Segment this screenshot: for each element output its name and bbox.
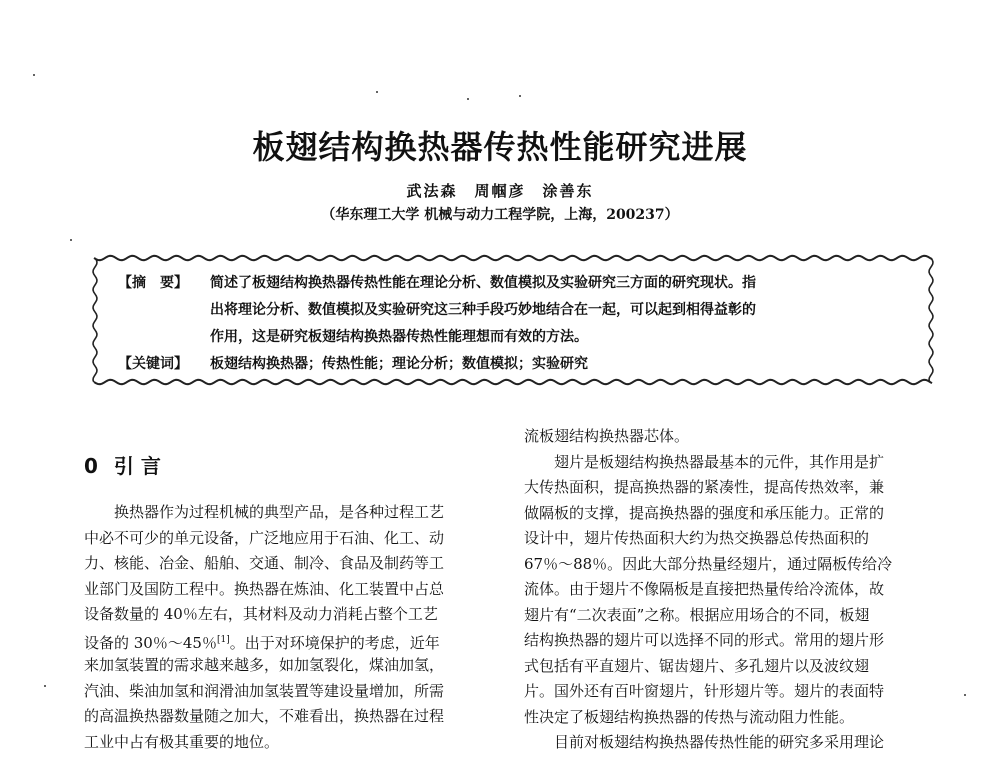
text-line: 翅片有“二次表面”之称。根据应用场合的不同，板翅 (524, 605, 870, 624)
author-list: 武法森 周帼彦 涂善东 (406, 182, 594, 200)
text-line: 流体。由于翅片不像隔板是直接把热量传给冷流体，故 (524, 580, 885, 598)
text-line: 大传热面积，提高换热器的紧凑性，提高传热效率，兼 (524, 478, 885, 496)
right-column (524, 424, 944, 756)
section-title: 引 言 (113, 454, 161, 478)
text-line: 片。国外还有百叶窗翅片，针形翅片等。翅片的表面特 (524, 682, 885, 700)
abstract-line: 简述了板翅结构换热器传热性能在理论分析、数值模拟及实验研究三方面的研究现状。指 (210, 275, 756, 291)
text-line: 设计中，翅片传热面积大约为热交换器总传热面积的 (524, 529, 870, 547)
abstract-label: 【摘 要】 (118, 275, 188, 291)
paper-title: 板翅结构换热器传热性能研究进展 (252, 128, 748, 166)
section-number: 0 (84, 454, 98, 478)
text-line: 结构换热器的翅片可以选择不同的形式。常用的翅片形 (524, 631, 885, 649)
text-line-part: 。出于对环境保护的考虑，近年 (229, 633, 440, 652)
abstract-line: 作用，这是研究板翅结构换热器传热性能理想而有效的方法。 (210, 329, 588, 345)
text-line: 中必不可少的单元设备，广泛地应用于石油、化工、动 (84, 528, 445, 547)
text-line: 流板翅结构换热器芯体。 (524, 427, 690, 445)
text-line: 式包括有平直翅片、锯齿翅片、多孔翅片以及波纹翅 (524, 656, 870, 675)
keywords-text: 板翅结构换热器；传热性能；理论分析；数值模拟；实验研究 (210, 356, 588, 372)
abstract-line: 出将理论分析、数值模拟及实验研究这三种手段巧妙地结合在一起，可以起到相得益彰的 (210, 302, 756, 318)
scan-speck (376, 91, 378, 93)
citation-ref: [1] (216, 634, 230, 645)
text-line-part: 设备的 30％～45％ (84, 633, 217, 652)
left-column (84, 500, 494, 755)
text-line: 做隔板的支撑，提高换热器的强度和承压能力。正常的 (524, 503, 885, 522)
scan-speck (519, 95, 521, 97)
scan-speck (33, 74, 35, 76)
scan-speck (70, 239, 72, 241)
text-line: 换热器作为过程机械的典型产品，是各种过程工艺 (114, 503, 445, 521)
text-line: 67％～88％。因此大部分热量经翅片，通过隔板传给冷 (524, 554, 893, 573)
text-line: 性决定了板翅结构换热器的传热与流动阻力性能。 (524, 707, 855, 726)
text-line: 来加氢装置的需求越来越多，如加氢裂化，煤油加氢， (84, 656, 445, 674)
text-line (84, 628, 494, 654)
keywords-label: 【关键词】 (118, 356, 188, 372)
text-line: 翅片是板翅结构换热器最基本的元件，其作用是扩 (554, 452, 885, 471)
scan-speck (964, 694, 966, 696)
text-line: 力、核能、冶金、船舶、交通、制冷、食品及制药等工 (84, 554, 445, 572)
section-heading (84, 450, 161, 479)
text-line: 业部门及国防工程中。换热器在炼油、化工装置中占总 (84, 579, 445, 598)
text-line: 设备数量的 40％左右，其材料及动力消耗占整个工艺 (84, 605, 438, 623)
text-line: 目前对板翅结构换热器传热性能的研究多采用理论 (554, 733, 885, 751)
abstract-box (90, 252, 936, 388)
text-line: 的高温换热器数量随之加大，不难看出，换热器在过程 (84, 707, 445, 725)
scan-speck (467, 98, 469, 100)
affiliation: （华东理工大学 机械与动力工程学院，上海，200237） (321, 207, 679, 223)
text-line: 汽油、柴油加氢和润滑油加氢装置等建设量增加，所需 (84, 681, 445, 700)
text-line: 工业中占有极其重要的地位。 (84, 732, 280, 751)
scan-speck (44, 685, 46, 687)
